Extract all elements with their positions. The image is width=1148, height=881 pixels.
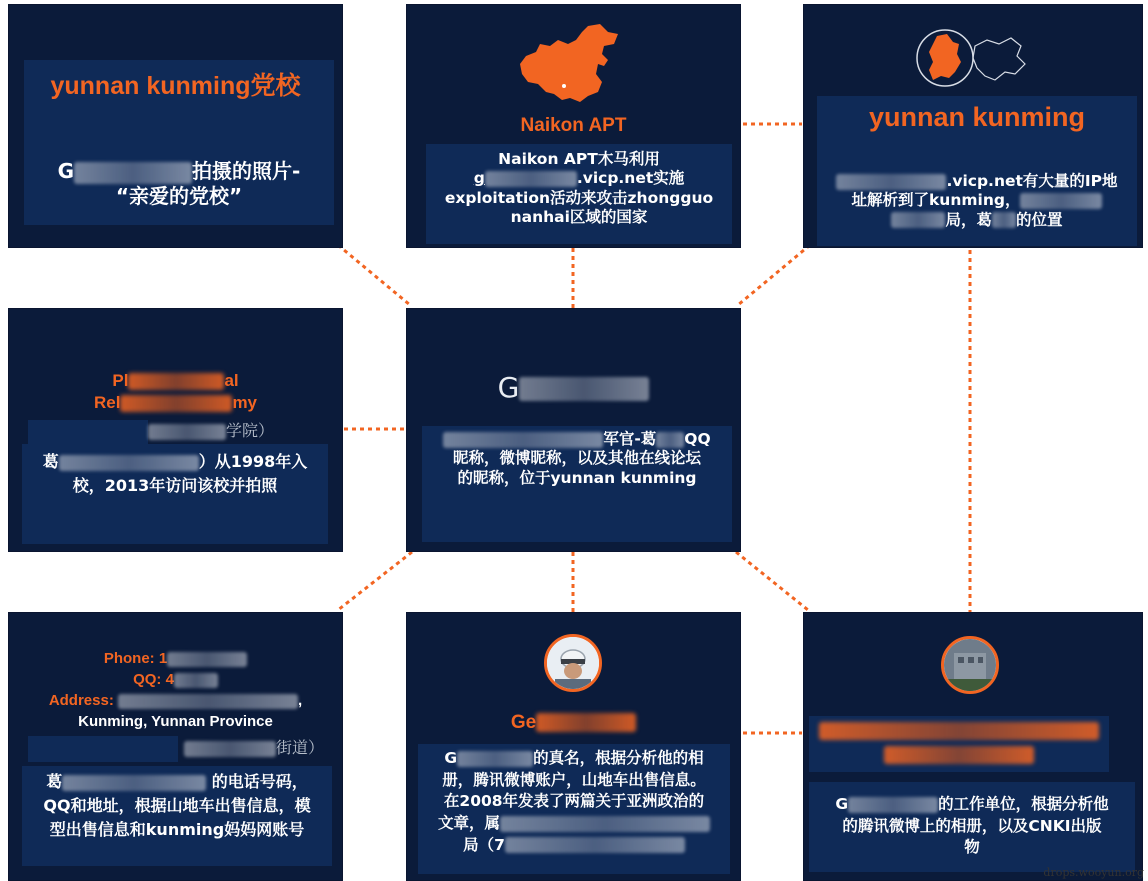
center-name-prefix: G (497, 371, 520, 404)
redacted-text (1020, 193, 1102, 209)
redacted-title (884, 746, 1034, 764)
card-academy-sub (148, 421, 298, 441)
redacted-text (891, 212, 945, 228)
kunming-ip-line3: 局，葛 (945, 210, 992, 229)
redacted-name (74, 162, 192, 184)
redacted-domain (836, 174, 946, 190)
realname-line3: 在2008年发表了两篇关于亚洲政治的 (443, 792, 705, 811)
workplace-line1-prefix: G (835, 795, 849, 813)
card-workplace-title (809, 720, 1109, 764)
redacted-name (519, 377, 649, 401)
academy-line2: 校，2013年访问该校并拍照 (72, 476, 278, 495)
center-line2: 昵称，微博昵称，以及其他在线论坛 (452, 449, 701, 468)
redacted-name (457, 751, 533, 767)
card-naikon-text (426, 150, 732, 228)
realname-line5-prefix: 局（7 (463, 835, 505, 854)
redacted-name (848, 797, 938, 813)
center-line1: 军官-葛 (603, 430, 657, 448)
watermark: drops.wooyun.org (1043, 866, 1144, 879)
card-kunming-ip-title: yunnan kunming (869, 102, 1085, 132)
card-workplace-text (809, 794, 1135, 859)
naikon-line1: Naikon APT木马利用 (498, 150, 660, 168)
naikon-line2-suffix: .vicp.net实施 (576, 169, 685, 188)
card-contact (8, 612, 343, 881)
school-photo-line1-prefix: G (57, 159, 75, 183)
academy-title-line2-suffix: my (232, 393, 258, 413)
contact-address-line2: Kunming, Yunnan Province (78, 713, 273, 730)
academy-title-line2-prefix: Rel (93, 393, 121, 413)
redacted-phone (167, 652, 247, 667)
kunming-ip-line2: 址解析到了kunming， (851, 191, 1021, 210)
redacted-text (184, 741, 276, 757)
cyclist-icon (547, 637, 599, 689)
center-line3: 的昵称，位于yunnan kunming (457, 468, 697, 487)
contact-line1-prefix: 葛 (46, 772, 63, 791)
realname-name-prefix: Ge (510, 712, 537, 733)
card-contact-text (22, 770, 332, 842)
contact-phone-label: Phone: 1 (103, 650, 168, 667)
redacted-name (59, 455, 199, 471)
card-academy-subbar (28, 420, 148, 444)
naikon-line4: nanhai区域的国家 (510, 208, 648, 227)
china-map-icon (518, 22, 620, 104)
card-center-name (406, 370, 741, 405)
workplace-line1-suffix: 的工作单位，根据分析他 (938, 795, 1109, 813)
naikon-domain (474, 169, 577, 187)
contact-qq-label: QQ: 4 (133, 671, 174, 688)
kunming-ip-line1: .vicp.net有大量的IP地 (946, 172, 1118, 190)
redacted-text (443, 432, 603, 448)
redacted-text (500, 816, 710, 832)
card-naikon-title: Naikon APT (520, 115, 627, 136)
academy-sub-suffix: 学院） (226, 421, 275, 440)
building-icon (944, 639, 996, 691)
card-school-photo-title: yunnan kunming党校 (50, 72, 301, 100)
academy-line1-prefix: 葛 (42, 452, 59, 471)
kunming-ip-line3-suffix: 的位置 (1016, 210, 1063, 229)
redacted-text (148, 424, 226, 440)
workplace-line2: 的腾讯微博上的相册，以及CNKI出版 (842, 816, 1102, 835)
connector-center-workplace (736, 552, 808, 610)
card-realname-text (418, 748, 730, 856)
contact-line2: QQ和地址，根据山地车出售信息，模 (43, 796, 311, 815)
redacted-name (656, 432, 684, 448)
avatar-cyclist (544, 634, 602, 692)
contact-line3: 型出售信息和kunming妈妈网账号 (49, 820, 305, 839)
contact-street-suffix: 街道） (276, 738, 325, 757)
contact-address-suffix: , (298, 692, 303, 709)
card-realname (406, 612, 741, 881)
redacted-qq (174, 673, 218, 688)
card-center (406, 308, 741, 552)
card-academy-text (22, 450, 328, 498)
card-academy-title (8, 370, 343, 414)
card-school-photo-text (24, 159, 334, 209)
naikon-line3: exploitation活动来攻击zhongguo (444, 188, 714, 207)
card-center-text (422, 430, 732, 488)
card-kunming-ip (803, 4, 1143, 248)
card-school-photo (8, 4, 343, 248)
connector-school-center (338, 245, 410, 305)
card-workplace (803, 612, 1143, 881)
academy-title-line1-suffix: al (224, 371, 239, 390)
academy-title-line1-prefix: Pl (112, 371, 129, 390)
redacted-name (992, 212, 1016, 228)
realname-line2: 册，腾讯微博账户，山地车出售信息。 (442, 770, 706, 789)
school-photo-line2: “亲爱的党校” (115, 184, 243, 208)
yunnan-map-icon (915, 26, 1037, 94)
contact-line1-suffix: 的电话号码， (211, 772, 308, 791)
school-photo-line1-suffix: 拍摄的照片- (192, 159, 301, 183)
realname-line4-prefix: 文章，属 (437, 814, 500, 833)
card-contact-street (184, 738, 334, 758)
redacted-title (819, 722, 1099, 740)
redacted-address (118, 694, 298, 709)
card-academy (8, 308, 343, 552)
kunming-ip-domain (836, 172, 946, 190)
card-kunming-ip-text (817, 172, 1137, 230)
workplace-line3: 物 (964, 838, 980, 857)
realname-line1-prefix: G (444, 749, 458, 767)
connector-ip-center (738, 245, 810, 305)
connector-center-contact (338, 552, 412, 610)
center-line1-end: QQ (684, 430, 711, 448)
contact-address-label: Address: (48, 692, 114, 709)
naikon-domain-prefix: g (473, 169, 485, 188)
card-contact-subbar (28, 736, 178, 762)
redacted-domain (485, 171, 577, 187)
card-naikon-apt (406, 4, 741, 248)
redacted-title (128, 373, 224, 390)
redacted-title (120, 395, 232, 412)
card-contact-details (8, 648, 343, 732)
redacted-name (536, 713, 636, 732)
avatar-building (941, 636, 999, 694)
academy-line1-suffix: ）从1998年入 (198, 452, 308, 471)
redacted-name (62, 775, 206, 791)
card-realname-name (406, 712, 741, 734)
realname-line1-suffix: 的真名，根据分析他的相 (533, 749, 704, 767)
redacted-text (505, 837, 685, 853)
